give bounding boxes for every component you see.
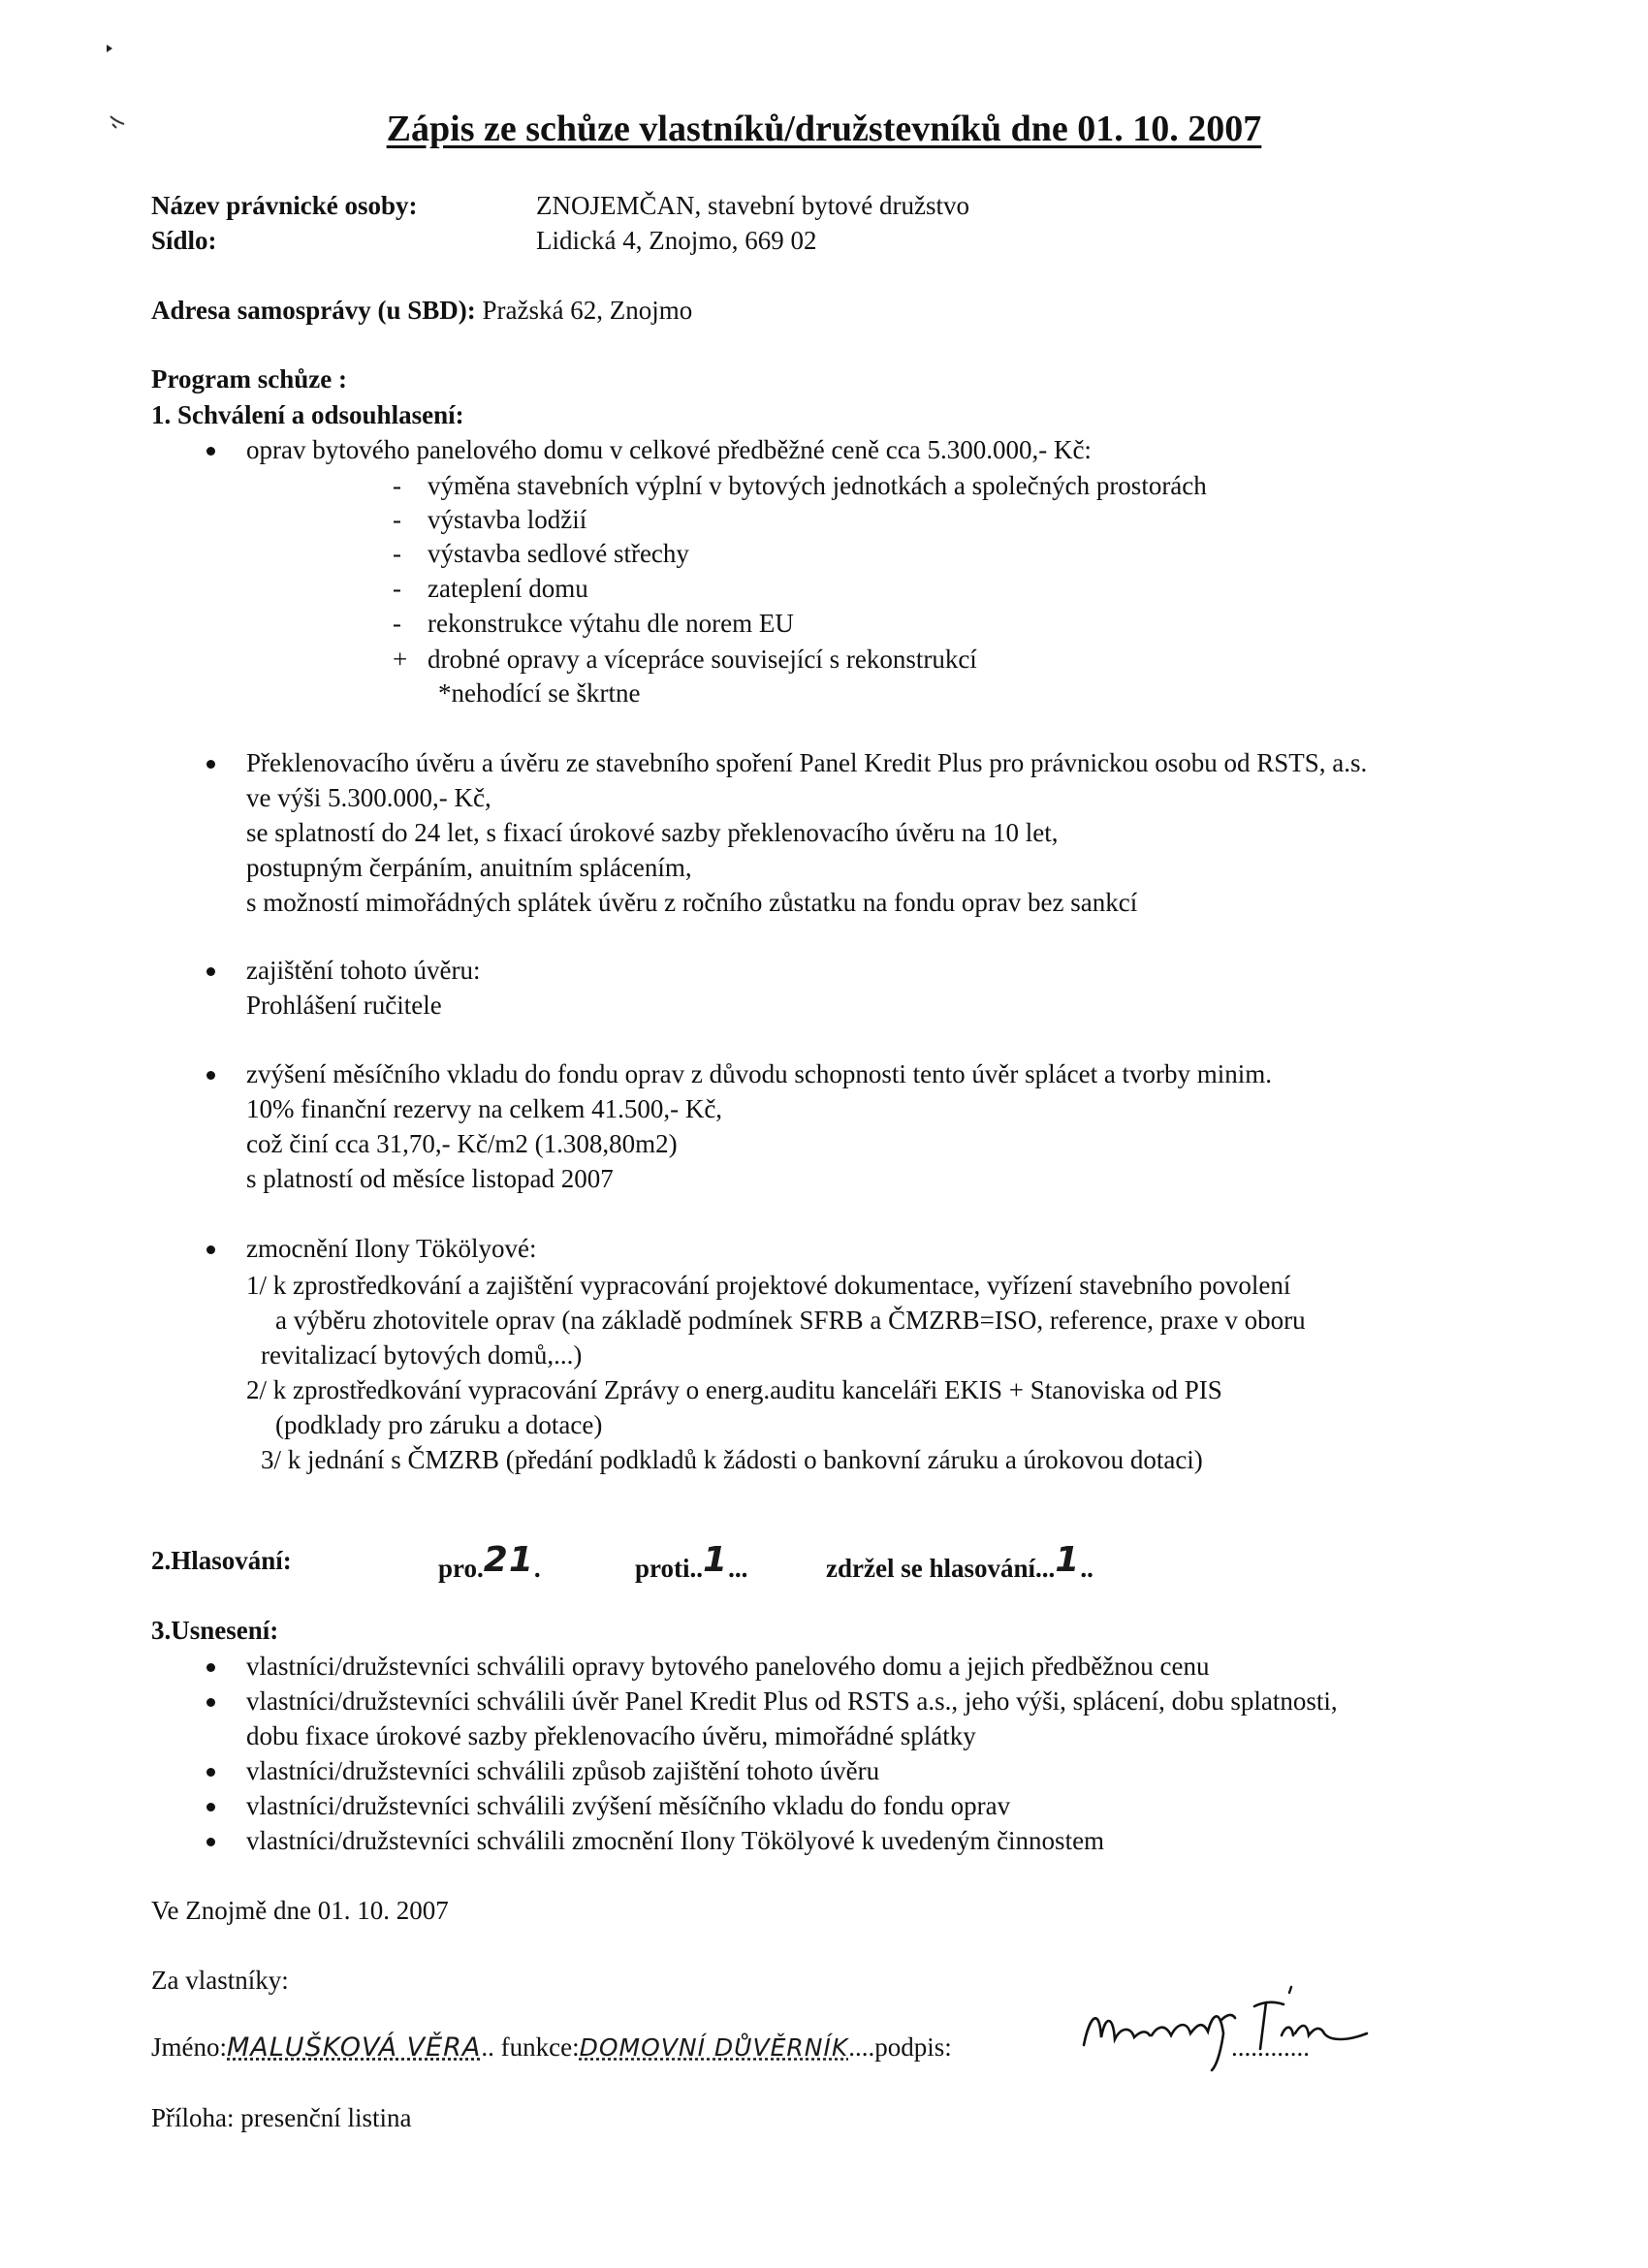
resolution-item: vlastníci/družstevníci schválili úvěr Panel Kredit Plus od RSTS a.s., jeho výši, splácení, dobu splatnosti, xyxy=(246,1686,1338,1716)
bullet-marker xyxy=(206,967,215,976)
signatory-name: MALUŠKOVÁ VĚRA xyxy=(227,2032,482,2063)
document-title: Zápis ze schůze vlastníků/družstevníků dne 01. 10. 2007 xyxy=(386,109,1262,149)
authorization-item: 2/ k zprostředkování vypracování Zprávy o energ.auditu kanceláři EKIS + Stanoviska od PIS xyxy=(246,1375,1222,1404)
signatory-function: DOMOVNÍ DŮVĚRNÍK xyxy=(579,2033,849,2062)
entity-value: ZNOJEMČAN, stavební bytové družstvo xyxy=(536,191,969,220)
scan-artifact-marks xyxy=(97,35,136,142)
bullet-marker xyxy=(206,1698,215,1707)
voting-heading: 2.Hlasování: xyxy=(151,1546,292,1575)
resolution-item: vlastníci/družstevníci schválili způsob zajištění tohoto úvěru xyxy=(246,1756,880,1785)
bullet-2-line: postupným čerpáním, anuitním splácením, xyxy=(246,853,692,882)
signatory-heading: Za vlastníky: xyxy=(151,1966,289,1995)
bullet-marker xyxy=(206,1071,215,1080)
resolution-item: vlastníci/družstevníci schválili zvýšení měsíčního vkladu do fondu oprav xyxy=(246,1791,1011,1820)
subitem: - výměna stavebních výplní v bytových jednotkách a společných prostorách xyxy=(393,471,1207,500)
vote-abstain: zdržel se hlasování...1.. xyxy=(826,1540,1093,1583)
authorization-item: (podklady pro záruku a dotace) xyxy=(275,1410,603,1439)
section1-heading: 1. Schválení a odsouhlasení: xyxy=(151,400,464,429)
subitem: - rekonstrukce výtahu dle norem EU xyxy=(393,609,794,638)
bullet-marker xyxy=(206,447,215,456)
bullet-2-line: se splatností do 24 let, s fixací úrokové sazby překlenovacího úvěru na 10 let, xyxy=(246,818,1059,847)
vote-against-value: 1 xyxy=(703,1540,729,1580)
seat-value: Lidická 4, Znojmo, 669 02 xyxy=(536,226,817,255)
bullet-marker xyxy=(206,1768,215,1777)
bullet-2-line: ve výši 5.300.000,- Kč, xyxy=(246,783,491,812)
bullet-2-line: s možností mimořádných splátek úvěru z ročního zůstatku na fondu oprav bez sankcí xyxy=(246,888,1138,917)
bullet-1-text: oprav bytového panelového domu v celkové předběžné ceně cca 5.300.000,- Kč: xyxy=(246,435,1092,464)
authorization-item: revitalizací bytových domů,...) xyxy=(261,1340,583,1370)
subitem: - zateplení domu xyxy=(393,574,588,603)
authorization-item: 3/ k jednání s ČMZRB (předání podkladů k žádosti o bankovní záruku a úrokovou dotaci) xyxy=(261,1445,1203,1474)
address-line xyxy=(151,293,692,328)
bullet-marker xyxy=(206,1663,215,1672)
bullet-4-line: zvýšení měsíčního vkladu do fondu oprav z důvodu schopnosti tento úvěr splácet a tvorby minim. xyxy=(246,1059,1273,1088)
subitem: + drobné opravy a vícepráce související s rekonstrukcí xyxy=(393,645,977,674)
bullet-marker xyxy=(206,1245,215,1254)
resolution-item-continued: dobu fixace úrokové sazby překlenovacího úvěru, mimořádné splátky xyxy=(246,1721,976,1750)
bullet-2-line: Překlenovacího úvěru a úvěru ze stavebního spoření Panel Kredit Plus pro právnickou osobu od RSTS, a.s. xyxy=(246,748,1368,777)
bullet-4-line: s platností od měsíce listopad 2007 xyxy=(246,1164,614,1193)
bullet-3-line: zajištění tohoto úvěru: xyxy=(246,956,481,985)
bullet-marker xyxy=(206,760,215,769)
resolution-item: vlastníci/družstevníci schválili opravy bytového panelového domu a jejich předběžnou cenu xyxy=(246,1652,1210,1681)
resolution-heading: 3.Usnesení: xyxy=(151,1616,279,1645)
bullet-4-line: 10% finanční rezervy na celkem 41.500,- Kč, xyxy=(246,1094,723,1123)
resolution-item: vlastníci/družstevníci schválili zmocnění Ilony Tökölyové k uvedeným činnostem xyxy=(246,1826,1105,1855)
bullet-marker xyxy=(206,1803,215,1811)
bullet-3-line: Prohlášení ručitele xyxy=(246,991,442,1020)
vote-for-value: 21 xyxy=(483,1540,534,1580)
bullet-5-intro: zmocnění Ilony Tökölyové: xyxy=(246,1234,537,1263)
program-heading: Program schůze : xyxy=(151,364,347,394)
vote-abstain-value: 1 xyxy=(1055,1540,1081,1580)
attachment-note: Příloha: presenční listina xyxy=(151,2103,412,2132)
place-date: Ve Znojmě dne 01. 10. 2007 xyxy=(151,1896,449,1925)
subitem: - výstavba lodžií xyxy=(393,505,587,534)
authorization-item: a výběru zhotovitele oprav (na základě podmínek SFRB a ČMZRB=ISO, reference, praxe v oboru xyxy=(275,1306,1306,1335)
seat-label: Sídlo: xyxy=(151,226,217,255)
bullet-marker xyxy=(206,1838,215,1846)
vote-against: proti..1... xyxy=(635,1540,748,1583)
subitem: - výstavba sedlové střechy xyxy=(393,539,689,568)
authorization-item: 1/ k zprostředkování a zajištění vypracování projektové dokumentace, vyřízení stavebního povolení xyxy=(246,1271,1291,1300)
signatory-line: Jméno:MALUŠKOVÁ VĚRA.. funkce:DOMOVNÍ DŮVĚRNÍK....podpis: xyxy=(151,2032,952,2063)
address-label: Adresa samosprávy (u SBD): xyxy=(151,296,476,325)
bullet-4-line: což činí cca 31,70,- Kč/m2 (1.308,80m2) xyxy=(246,1129,678,1158)
signature-dots: ............ xyxy=(1231,2032,1310,2062)
vote-for: pro.21. xyxy=(438,1540,541,1583)
entity-label: Název právnické osoby: xyxy=(151,191,418,220)
subitem-note: *nehodící se škrtne xyxy=(438,678,641,708)
address-value: Pražská 62, Znojmo xyxy=(482,296,693,325)
